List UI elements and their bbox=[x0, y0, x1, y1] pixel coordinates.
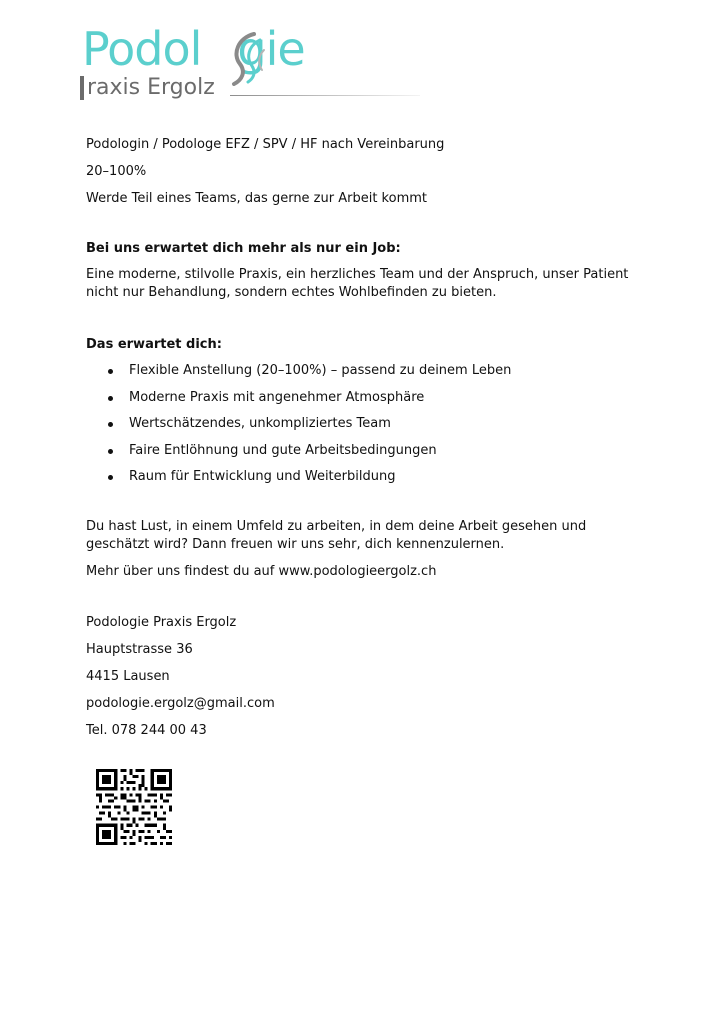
logo-subtitle: raxis Ergolz bbox=[80, 74, 215, 104]
job-tagline: Werde Teil eines Teams, das gerne zur Arbeit kommt bbox=[86, 191, 427, 206]
logo-letter-p bbox=[80, 76, 84, 100]
intro-heading: Bei uns erwartet dich mehr als nur ein Job: bbox=[86, 241, 401, 256]
list-item: Raum für Entwicklung und Weiterbildung bbox=[86, 468, 646, 486]
job-posting bbox=[86, 136, 646, 749]
website-link[interactable]: www.podologieergolz.ch bbox=[278, 564, 437, 579]
logo-underline bbox=[230, 95, 420, 96]
more-info bbox=[86, 563, 646, 581]
contact-street: Hauptstrasse 36 bbox=[86, 642, 193, 657]
benefits-list bbox=[86, 362, 646, 486]
contact-block bbox=[86, 614, 646, 740]
job-workload: 20–100% bbox=[86, 164, 147, 179]
intro-text: Eine moderne, stilvolle Praxis, ein herzliches Team und der Anspruch, unser Patient nicht nur Behandlung, sondern echtes Wohlbefinden zu bieten. bbox=[86, 267, 629, 300]
list-item: Flexible Anstellung (20–100%) – passend zu deinem Leben bbox=[86, 362, 646, 380]
logo bbox=[80, 24, 380, 104]
benefits-heading: Das erwartet dich: bbox=[86, 337, 222, 352]
contact-name: Podologie Praxis Ergolz bbox=[86, 615, 237, 630]
closing-text: Du hast Lust, in einem Umfeld zu arbeiten, in dem deine Arbeit gesehen und geschätzt wird? Dann freuen wir uns sehr, dich kennenzulernen. bbox=[86, 519, 587, 552]
list-item: Faire Entlöhnung und gute Arbeitsbedingungen bbox=[86, 442, 646, 460]
qr-code-icon bbox=[96, 769, 172, 845]
more-info-prefix: Mehr über uns findest du auf bbox=[86, 564, 279, 579]
logo-brand-name: Podol gie bbox=[82, 22, 305, 76]
foot-swirl-icon bbox=[228, 30, 266, 86]
contact-email[interactable]: podologie.ergolz@gmail.com bbox=[86, 696, 275, 711]
contact-phone: Tel. 078 244 00 43 bbox=[86, 723, 207, 738]
list-item: Moderne Praxis mit angenehmer Atmosphäre bbox=[86, 389, 646, 407]
contact-city: 4415 Lausen bbox=[86, 669, 170, 684]
list-item: Wertschätzendes, unkompliziertes Team bbox=[86, 415, 646, 433]
job-title: Podologin / Podologe EFZ / SPV / HF nach Vereinbarung bbox=[86, 137, 445, 152]
